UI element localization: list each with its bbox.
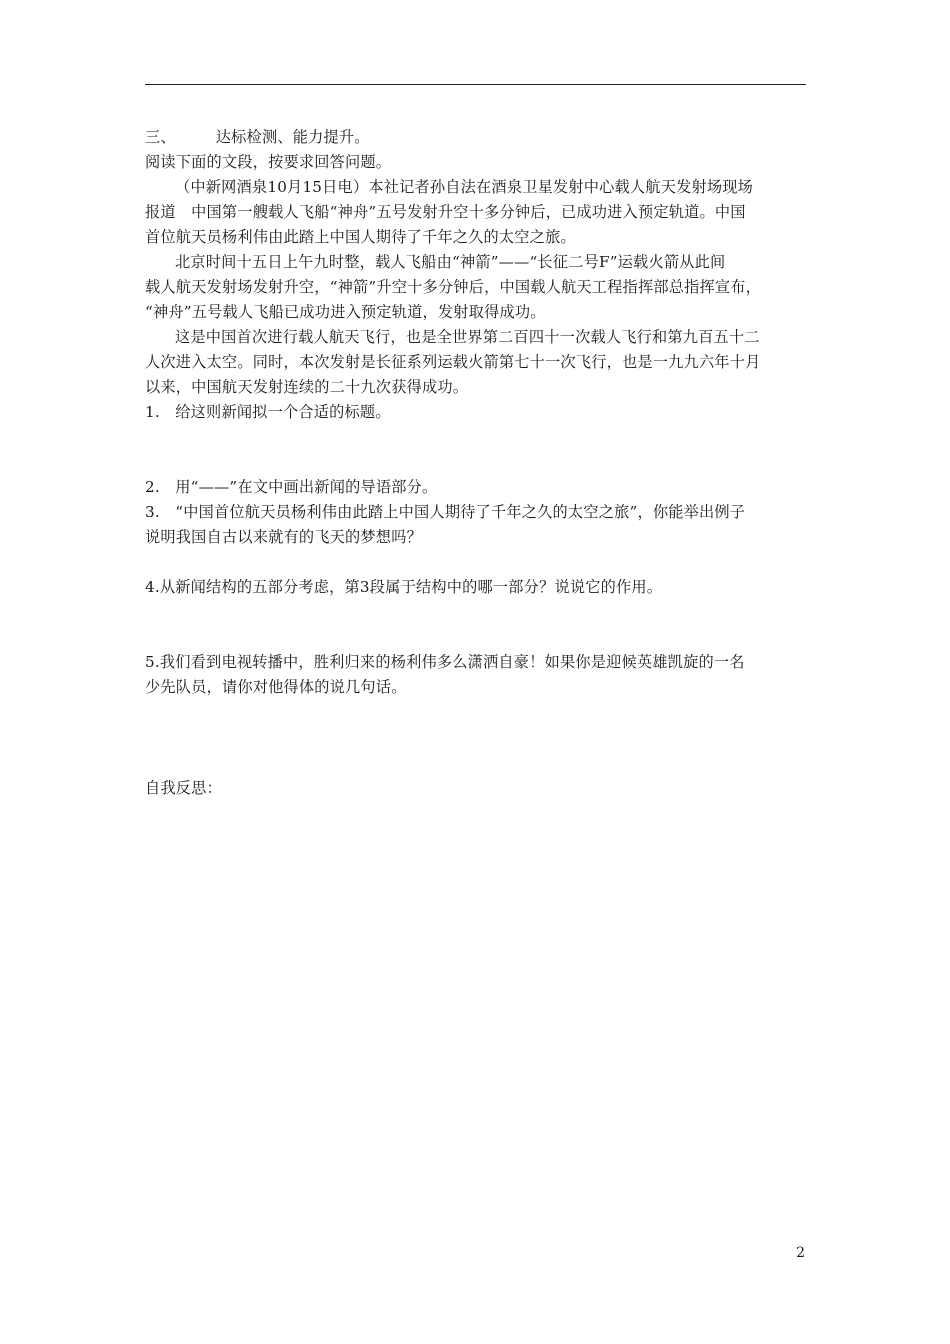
passage-paragraph-1 xyxy=(145,175,810,250)
passage-line: 以来，中国航天发射连续的二十九次获得成功。 xyxy=(145,378,469,396)
question-4: 4.从新闻结构的五部分考虑，第3段属于结构中的哪一部分？说说它的作用。 xyxy=(145,578,663,596)
answer-space-4 xyxy=(145,600,810,650)
instruction: 阅读下面的文段，按要求回答问题。 xyxy=(145,153,392,171)
question-3 xyxy=(145,500,810,550)
answer-space-3 xyxy=(145,550,810,575)
answer-space-5 xyxy=(145,700,810,750)
passage-paragraph-3 xyxy=(145,325,810,400)
section-heading xyxy=(145,125,810,150)
answer-space-1 xyxy=(145,425,810,475)
question-5-line: 5.我们看到电视转播中，胜利归来的杨利伟多么潇洒自豪！如果你是迎候英雄凯旋的一名 xyxy=(145,653,745,671)
passage-paragraph-2 xyxy=(145,250,810,325)
question-3-line: 3. “中国首位航天员杨利伟由此踏上中国人期待了千年之久的太空之旅”，你能举出例子 xyxy=(145,503,746,521)
section-number: 三、 xyxy=(145,128,176,146)
passage-line: 载人航天发射场发射升空，“神箭”升空十多分钟后，中国载人航天工程指挥部总指挥宣布， xyxy=(145,278,762,296)
question-5 xyxy=(145,650,810,700)
page-number: 2 xyxy=(796,1245,805,1261)
passage-line: 报道 中国第一艘载人飞船“神舟”五号发射升空十多分钟后，已成功进入预定轨道。中国 xyxy=(145,203,746,221)
passage-line: 北京时间十五日上午九时整，载人飞船由“神箭”——“长征二号F”运载火箭从此间 xyxy=(175,253,726,271)
worksheet-content xyxy=(145,125,810,801)
question-5-line: 少先队员，请你对他得体的说几句话。 xyxy=(145,678,407,696)
question-2: 2. 用“——”在文中画出新闻的导语部分。 xyxy=(145,478,438,496)
question-1: 1. 给这则新闻拟一个合适的标题。 xyxy=(145,403,391,421)
reflection-label: 自我反思： xyxy=(145,779,222,797)
passage-line: 人次进入太空。同时，本次发射是长征系列运载火箭第七十一次飞行，也是一九九六年十月 xyxy=(145,353,761,371)
passage-line: 首位航天员杨利伟由此踏上中国人期待了千年之久的太空之旅。 xyxy=(145,228,576,246)
header-rule xyxy=(145,84,806,85)
passage-line: “神舟”五号载人飞船已成功进入预定轨道，发射取得成功。 xyxy=(145,303,546,321)
question-3-line: 说明我国自古以来就有的飞天的梦想吗？ xyxy=(145,528,422,546)
section-title: 达标检测、能力提升。 xyxy=(215,128,370,146)
passage-line: 这是中国首次进行载人航天飞行，也是全世界第二百四十一次载人飞行和第九百五十二 xyxy=(175,328,760,346)
passage-line: （中新网酒泉10月15日电）本社记者孙自法在酒泉卫星发射中心载人航天发射场现场 xyxy=(175,178,754,196)
